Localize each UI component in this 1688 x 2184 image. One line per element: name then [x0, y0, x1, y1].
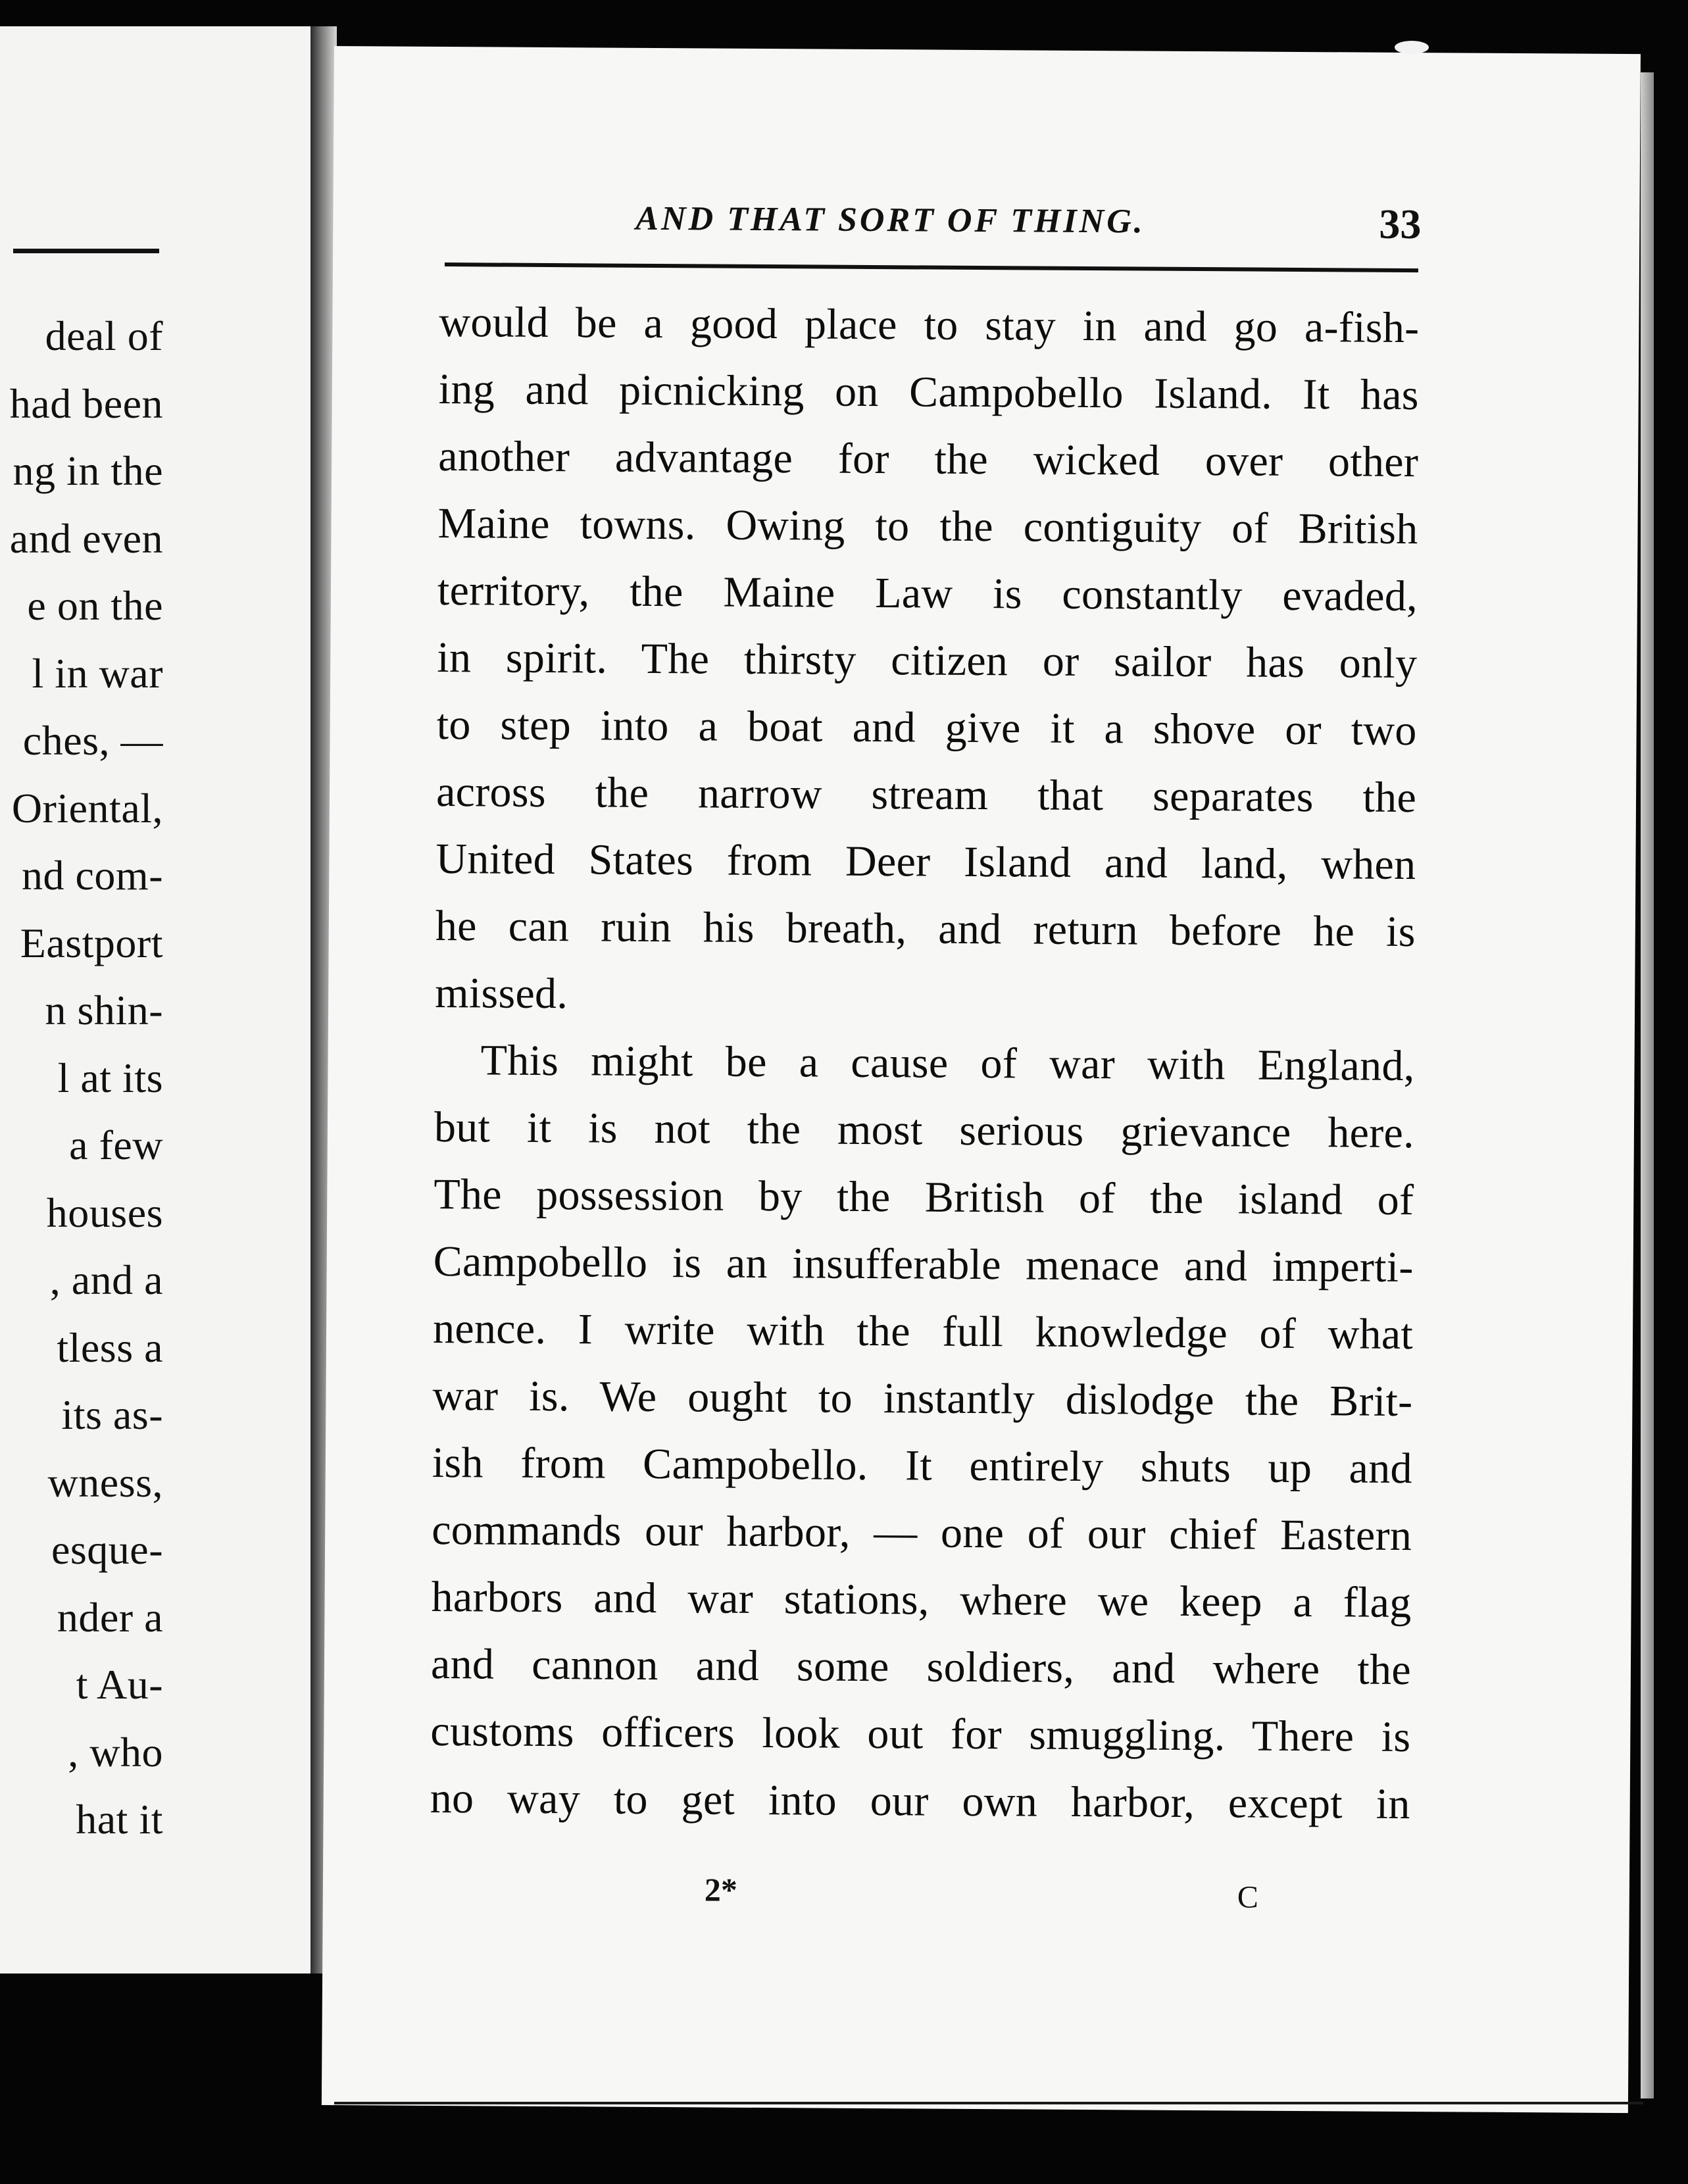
text-line: ing and picnicking on Campobello Island. It has — [438, 364, 1420, 420]
text-line: territory, the Maine Law is constantly evaded, — [437, 566, 1418, 621]
left-page-line: had been — [9, 380, 163, 427]
left-page-line: tless a — [57, 1324, 163, 1371]
signature-mark: 2* — [704, 1871, 738, 1908]
text-line: no way to get into our own harbor, except in — [430, 1774, 1410, 1829]
running-title: AND THAT SORT OF THING. — [635, 199, 1145, 241]
left-page-line: l at its — [57, 1054, 163, 1101]
page-footer — [323, 1868, 1402, 1921]
running-head — [333, 197, 1422, 263]
left-page-line: wness, — [47, 1458, 163, 1506]
left-page-line: hat it — [76, 1796, 163, 1843]
text-line: and cannon and some soldiers, and where the — [430, 1639, 1412, 1695]
left-page-line: , and a — [49, 1256, 163, 1303]
left-page-line: e on the — [27, 582, 163, 629]
body-text — [430, 289, 1419, 1838]
left-page-line: deal of — [45, 312, 163, 359]
text-line: commands our harbor, — one of our chief Eastern — [432, 1505, 1412, 1560]
left-page-line: ches, — — [22, 717, 163, 764]
text-line: customs officers look out for smuggling. There is — [430, 1706, 1411, 1762]
page-bottom-edge — [334, 2102, 1643, 2104]
left-page-line: ng in the — [12, 447, 163, 494]
text-line: war is. We ought to instantly dislodge the Brit- — [432, 1371, 1413, 1426]
text-line: Campobello is an insufferable menace and imperti- — [433, 1237, 1414, 1292]
page-edge — [1641, 72, 1654, 2098]
left-page-line: l in war — [32, 649, 163, 697]
text-line: Maine towns. Owing to the contiguity of British — [437, 499, 1418, 554]
left-page-line: Eastport — [20, 919, 163, 966]
page-number: 33 — [1379, 200, 1422, 248]
text-line: across the narrow stream that separates the — [435, 767, 1417, 822]
page-33 — [322, 46, 1641, 2113]
text-line: another advantage for the wicked over other — [437, 432, 1419, 487]
left-page-rule — [13, 249, 159, 253]
left-page-line: , who — [68, 1728, 163, 1775]
text-line: but it is not the most serious grievance here. — [434, 1103, 1415, 1158]
left-page-line: a few — [69, 1122, 163, 1168]
text-line: nence. I write with the full knowledge of what — [432, 1304, 1414, 1359]
left-page-line: nd com- — [22, 852, 163, 899]
text-line: The possession by the British of the island of — [434, 1170, 1414, 1225]
signature-letter: C — [1237, 1879, 1259, 1915]
left-page-line: n shin- — [45, 987, 163, 1033]
text-line: ish from Campobello. It entirely shuts up and — [432, 1438, 1413, 1493]
left-page-line: its as- — [61, 1391, 163, 1438]
left-page-line: Oriental, — [11, 784, 163, 831]
text-line: This might be a cause of war with England, — [480, 1036, 1415, 1091]
left-page-text — [0, 303, 163, 1854]
left-page-line: and even — [9, 514, 163, 562]
facing-page-left — [0, 26, 318, 1973]
left-page-line: houses — [46, 1189, 163, 1236]
text-line: he can ruin his breath, and return before he is — [435, 901, 1416, 956]
text-line: in spirit. The thirsty citizen or sailor has only — [437, 633, 1418, 688]
text-line: would be a good place to stay in and go a-fish- — [439, 297, 1420, 353]
left-page-line: t Au- — [76, 1661, 163, 1708]
text-line: missed. — [434, 968, 568, 1018]
text-line: to step into a boat and give it a shove or two — [436, 700, 1417, 755]
header-rule — [445, 262, 1418, 272]
left-page-line: esque- — [51, 1526, 163, 1573]
text-line: harbors and war stations, where we keep a flag — [431, 1572, 1412, 1627]
text-line: United States from Deer Island and land, when — [435, 834, 1416, 889]
left-page-line: nder a — [57, 1593, 163, 1641]
scan-speck — [1395, 41, 1429, 54]
